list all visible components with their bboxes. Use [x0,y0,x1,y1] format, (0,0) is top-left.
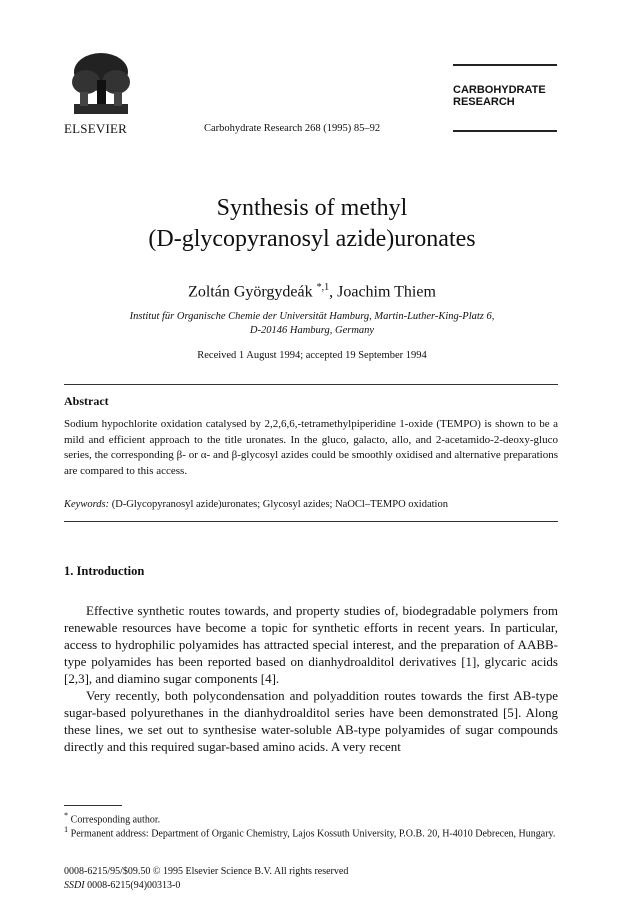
elsevier-tree-logo-icon [70,52,132,118]
paragraph: Very recently, both polycondensation and polyaddition routes towards the first AB-type sugar-based polyurethanes in the dianhydroalditol series have been demonstrated [5]. Along these lines, we set out to synthesise water-soluble AB-type polyamides of sugar compounds directly and this required sugar-based amino acids. A very recent [64,688,558,754]
copyright-block [64,865,348,893]
publisher-name: ELSEVIER [64,121,127,136]
journal-name-line1: CARBOHYDRATE [453,84,546,96]
abstract-heading: Abstract [64,394,109,408]
footnote-text: Corresponding author. [70,814,161,826]
received-dates: Received 1 August 1994; accepted 19 September 1994 [197,350,427,361]
author-name: Joachim Thiem [337,283,436,301]
footnote-rule [64,805,122,806]
affiliation-line: D-20146 Hamburg, Germany [249,325,375,336]
author-marks: *,1 [316,282,330,293]
affiliation-line: Institut für Organische Chemie der Universität Hamburg, Martin-Luther-King-Platz 6, [129,311,495,322]
section-heading: 1. Introduction [64,564,145,578]
keywords [64,499,558,510]
copyright-line: 0008-6215/95/$09.50 © 1995 Elsevier Science B.V. All rights reserved [64,866,349,877]
journal-citation: Carbohydrate Research 268 (1995) 85–92 [204,123,381,134]
ssdi-code: 0008-6215(94)00313-0 [87,880,181,891]
author-list [0,282,624,301]
ssdi-line [64,879,348,893]
footnote-mark: 1 [64,825,69,834]
paragraph: Effective synthetic routes towards, and property studies of, biodegradable polymers from renewable resources have become a topic for synthetic efforts in recent years. In particular, access to hydrophilic polyamides has attracted special interest, and the preparation of AABB-type polyamides has been reported based on dianhydroalditol derivatives [1], glycaric acids [2,3], and diamino sugar components [4]. [64,603,558,686]
abstract-rule-top [64,384,558,385]
author-name: Zoltán Györgydeák [188,283,313,301]
title-line-1: Synthesis of methyl [216,195,408,221]
author-separator: , [329,283,338,301]
abstract-rule-bottom [64,521,558,522]
journal-rule-bottom [453,130,557,132]
introduction-body [64,602,558,755]
keywords-label: Keywords: [64,499,110,510]
abstract-body: Sodium hypochlorite oxidation catalysed by 2,2,6,6,-tetramethylpiperidine 1-oxide (TEMPO) is shown to be a mild and efficient approach to the title uronates. In the gluco, galacto, allo, and 2-acetamido-2-deoxy-gluco series, the corresponding β- or α- and β-glycosyl azides could be smoothly oxidised and alternative preparations are compared to this access. [64,418,558,477]
footnote-text: Permanent address: Department of Organic Chemistry, Lajos Kossuth University, P.O.B. 20, H-4010 Debrecen, Hungary. [70,828,556,840]
journal-name-line2: RESEARCH [453,96,515,108]
footnote [64,823,558,840]
affiliation [0,310,624,338]
title-line-2: (D-glycopyranosyl azide)uronates [148,226,476,252]
ssdi-label: SSDI [64,880,85,891]
article-title [0,193,624,255]
journal-rule-top [453,64,557,66]
footnote-mark: * [64,811,69,820]
keywords-text: (D-Glycopyranosyl azide)uronates; Glycosyl azides; NaOCl–TEMPO oxidation [111,499,448,510]
journal-name [453,84,546,108]
